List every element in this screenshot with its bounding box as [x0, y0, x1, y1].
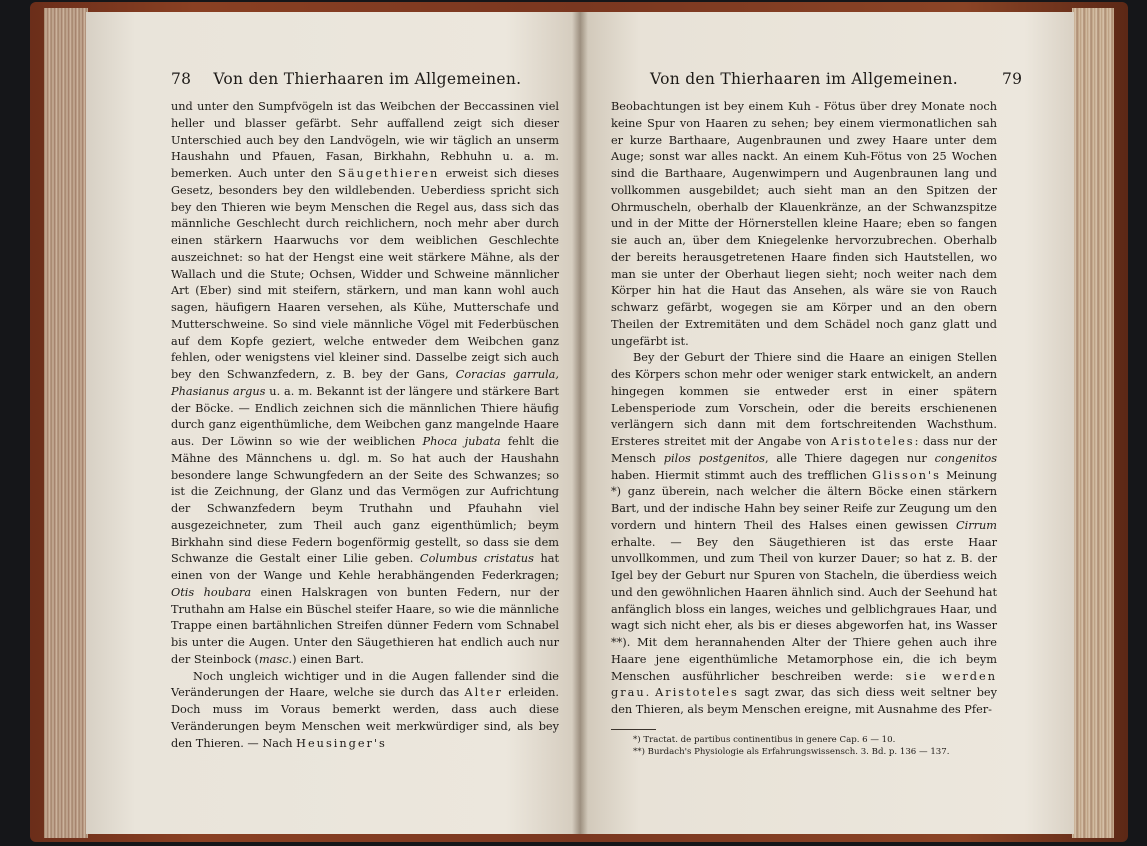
italic-term: masc. [258, 652, 293, 666]
footnote: **) Burdach's Physiologie als Erfahrungswissensch. 3. Bd. p. 136 — 137. [633, 746, 950, 757]
italic-term: Coracias garrula, Phasianus argus [171, 368, 559, 398]
right-running-head-title: Von den Thierhaaren im Allgemeinen. [650, 70, 959, 88]
book-gutter-shadow [572, 12, 588, 834]
left-paragraph [171, 99, 559, 669]
text-run: einen Halskragen von bunten Federn, nur der Truthahn am Halse ein Büschel steifer Haare, so wie die männliche Trappe einen bartähnlichen Streifen dünner Federn vom Schnabel bis unter die Augen. Unter den Säugethieren hat endlich auch nur der Steinbock ( [171, 585, 559, 666]
text-run: Beobachtungen ist bey einem Kuh - Fötus über drey Monate noch keine Spur von Haaren zu sehen; bey einem viermonatlichen sah er kurze Barthaare, Augenbraunen und zwey Haare unter dem Auge; sonst war alles nackt. An einem Kuh-Fötus von 25 Wochen sind die Barthaare, Augenwimpern und Augenbraunen lang und vollkommen ausgebildet; auch sieht man an den Spitzen der Ohrmuscheln, oberhalb der Klauenkränze, an der Schwanzspitze und in der Mitte der Hörnerstellen kleine Haare; eben so fangen sie auch an, über dem Kniegelenke hervorzubrechen. Oberhalb der bereits herausgetretenen Haare finden sich Hautstellen, wo man sie unter der Oberhaut liegen sieht; noch weiter nach dem Körper hin hat die Haut das Ansehen, als wäre sie von Rauch schwarz gefärbt, wogegen sie am Körper und an den obern Theilen der Extremitäten und dem Schädel noch ganz glatt und ungefärbt ist. [611, 100, 997, 348]
left-page [86, 12, 580, 834]
text-run: hat einen von der Wange und Kehle herabhängenden Federkragen; [171, 552, 559, 582]
text-run: Noch ungleich wichtiger und in die Augen fallender sind die Veränderungen der Haare, welche sie durch das [171, 669, 559, 700]
text-run: und unter den Sumpfvögeln ist das Weibchen der Beccassinen viel heller und blasser gefärbt. Sehr auffallend zeigt sich dieser Unterschied auch bey den Landvögeln, wie wir täglich an unserm Haushahn und Pfauen, Fasan, Birkhahn, Rebhuhn u. a. m. bemerken. Auch unter den [171, 100, 559, 180]
spaced-name: Alter [464, 686, 503, 700]
spaced-name: sie werden grau [611, 669, 998, 700]
italic-term: congenitos [934, 451, 997, 465]
text-run: ) einen Bart. [292, 652, 364, 666]
left-page-number: 78 [171, 70, 192, 88]
italic-term: Columbus cristatus [419, 552, 534, 566]
text-run: haben. Hiermit stimmt auch des trefflichen [611, 468, 873, 482]
right-page-number: 79 [1002, 70, 1023, 88]
footnote: *) Tractat. de partibus continentibus in genere Cap. 6 — 10. [633, 734, 896, 745]
spaced-name: Aristoteles [655, 686, 739, 700]
left-page-edges [44, 8, 88, 838]
left-running-head-title: Von den Thierhaaren im Allgemeinen. [213, 70, 522, 88]
spaced-name: Säugethieren [338, 167, 440, 180]
text-run: . [645, 686, 656, 700]
spaced-name: Aristoteles [830, 435, 915, 448]
left-running-head [171, 70, 521, 88]
text-run: fehlt die Mähne des Männchens u. dgl. m. So hat auch der Haushahn besondere lange Schwungfedern an der Seite des Schwanzes; so ist die Zeichnung, der Glanz und das Vermögen zur Aufrichtung der Schwanzfedern beym Truthahn und Pfauhahn viel ausgezeichneter, zum Theil auch ganz eigenthümlich; beym Birkhahn sind diese Federn bogenförmig gestellt, so dass sie dem Schwanze die Gestalt einer Lilie geben. [171, 435, 559, 566]
text-run: , alle Thiere dagegen nur [764, 451, 935, 465]
left-page-body [171, 99, 559, 752]
text-run: : dass nur der Mensch [611, 435, 997, 465]
text-run: Meinung *) ganz überein, nach welcher die ältern Böcke einen stärkern Bart, und der indische Hahn bey seiner Reife zur Zeugung um den vordern und hintern Theil des Halses einen gewissen [611, 468, 997, 532]
italic-term: pilos postgenitos [663, 451, 765, 465]
right-page-edges [1072, 8, 1114, 838]
text-run: erhalte. — Bey den Säugethieren ist das erste Haar unvollkommen, und zum Theil von kurzer Dauer; so hat z. B. der Igel bey der Geburt nur Spuren von Stacheln, die überdiess weich und den gewöhnlichen Haaren ähnlich sind. Auch der Seehund hat anfänglich bloss ein langes, weiches und gelblichgraues Haar, und wagt sich nicht eher, als bis er dieses abgeworfen hat, ins Wasser **). Mit dem herannahenden Alter der Thiere gehen auch ihre Haare jene eigenthümliche Metamorphose ein, die ich beym Menschen ausführlicher beschreiben werde: [611, 535, 997, 683]
right-paragraph [611, 99, 997, 350]
italic-term: Phoca jubata [422, 435, 501, 448]
spaced-name: Heusinger's [296, 736, 387, 750]
right-running-head [650, 70, 1022, 88]
spaced-name: Glisson's [872, 468, 941, 482]
text-run: erleiden. Doch muss im Voraus bemerkt werden, dass auch diese Veränderungen beym Menschen weit merkwürdiger sind, als bey den Thieren. — Nach [171, 686, 559, 750]
right-page-body [611, 99, 997, 758]
footnote-rule [611, 729, 656, 730]
text-run: sagt zwar, das sich diess weit seltner bey den Thieren, als beym Menschen ereigne, mit Ausnahme des Pfer- [611, 686, 997, 716]
left-paragraph [171, 669, 559, 753]
text-run: Bey der Geburt der Thiere sind die Haare an einigen Stellen des Körpers schon mehr oder weniger stark entwickelt, an andern hingegen kommen sie entweder erst in einer spätern Lebensperiode zum Vorschein, oder die bereits erschienenen verlängern sich dann mit dem fortschreitenden Wachsthum. Ersteres streitet mit der Angabe von [611, 351, 997, 448]
text-run: u. a. m. Bekannt ist der längere und stärkere Bart der Böcke. — Endlich zeichnen sich die männlichen Thiere häufig durch ganz eigenthümliche, dem Weibchen ganz mangelnde Haare aus. Der Löwinn so wie der weiblichen [171, 384, 559, 448]
right-page [580, 12, 1074, 834]
right-paragraph [611, 350, 997, 719]
italic-term: Otis houbara [171, 585, 252, 599]
text-run: erweist sich dieses Gesetz, besonders bey den wildlebenden. Ueberdiess spricht sich bey den Thieren wie beym Menschen die Regel aus, dass sich das männliche Geschlecht durch reichlichern, noch mehr aber durch einen stärkern Haarwuchs vor dem weiblichen Geschlechte auszeichnet: so hat der Hengst eine weit stärkere Mähne, als der Wallach und die Stute; Ochsen, Widder und Schweine männlicher Art (Eber) sind mit steifern, stärkern, und man kann wohl auch sagen, häufigern Haaren versehen, als Kühe, Mutterschafe und Mutterschweine. So sind viele männliche Vögel mit Federbüschen auf dem Kopfe geziert, welche entweder dem Weibchen ganz fehlen, oder wenigstens viel kleiner sind. Dasselbe zeigt sich auch bey den Schwanzfedern, z. B. bey der Gans, [171, 167, 559, 381]
italic-term: Cirrum [955, 518, 997, 532]
